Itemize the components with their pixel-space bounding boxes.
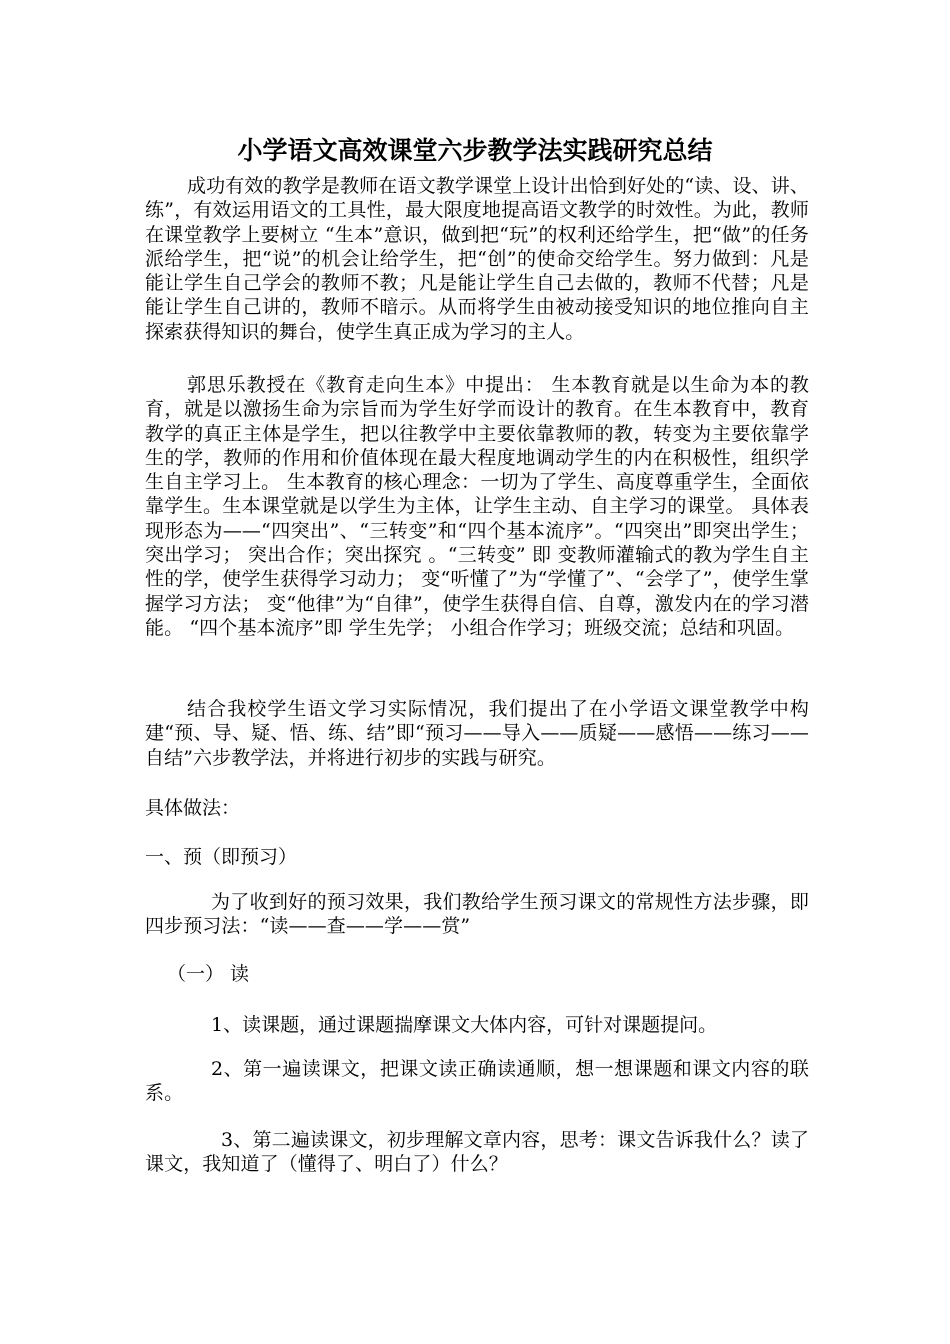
list-item: 2、第一遍读课文，把课文读正确读通顺，想一想课题和课文内容的联系。 xyxy=(145,1058,809,1105)
step-one-heading: 一、预（即预习） xyxy=(145,846,298,868)
document-title: 小学语文高效课堂六步教学法实践研究总结 xyxy=(237,136,713,165)
proposal-paragraph: 结合我校学生语文学习实际情况，我们提出了在小学语文课堂教学中构建“预、导、疑、悟、练、结”即“预习——导入——质疑——感悟——练习——自结”六步教学法，并将进行初步的实践与研究。 xyxy=(145,698,809,769)
method-heading: 具体做法： xyxy=(145,797,241,819)
list-item: 1、读课题，通过课题揣摩课文大体内容，可针对课题提问。 xyxy=(211,1014,718,1036)
theory-paragraph: 郭思乐教授在《教育走向生本》中提出： 生本教育就是以生命为本的教育，就是以激扬生命为宗旨而为学生好学而设计的教育。在生本教育中，教育教学的真正主体是学生，把以往教学中主要依靠教师的教，转变为主要依靠学生的学，教师的作用和价值体现在最大程度地调动学生的内在积极性，组织学生自主学习上。 生本教育的核心理念：一切为了学生、高度尊重学生，全面依靠学生。生本课堂就是以学生为主体，让学生主动、自主学习的课堂。 具体表现形态为——“四突出”、“三转变”和“四个基本流序”。“四突出”即突出学生；突出学习； 突出合作；突出探究 。“三转变” 即 变教师灌输式的教为学生自主性的学，使学生获得学习动力； 变“听懂了”为“学懂了”、“会学了”，使学生掌握学习方法； 变“他律”为“自律”，使学生获得自信、自尊，激发内在的学习潜能。 “四个基本流序”即 学生先学； 小组合作学习；班级交流；总结和巩固。 xyxy=(145,374,809,639)
preview-intro-paragraph: 为了收到好的预习效果，我们教给学生预习课文的常规性方法步骤，即四步预习法：“读——查——学——赏” xyxy=(145,891,809,938)
intro-paragraph: 成功有效的教学是教师在语文教学课堂上设计出恰到好处的“读、设、讲、练”，有效运用语文的工具性，最大限度地提高语文教学的时效性。为此，教师在课堂教学上要树立 “生本”意识，做到把“玩”的权利还给学生，把“做”的任务派给学生，把“说”的机会让给学生，把“创”的使命交给学生。努力做到：凡是能让学生自己学会的教师不教；凡是能让学生自己去做的，教师不代替；凡是能让学生自己讲的，教师不暗示。从而将学生由被动接受知识的地位推向自主探索获得知识的舞台，使学生真正成为学习的主人。 xyxy=(145,175,809,343)
list-item: 3、第二遍读课文，初步理解文章内容，思考：课文告诉我什么？读了课文，我知道了（懂得了、明白了）什么？ xyxy=(145,1129,809,1176)
read-subheading: （一） 读 xyxy=(167,963,250,985)
